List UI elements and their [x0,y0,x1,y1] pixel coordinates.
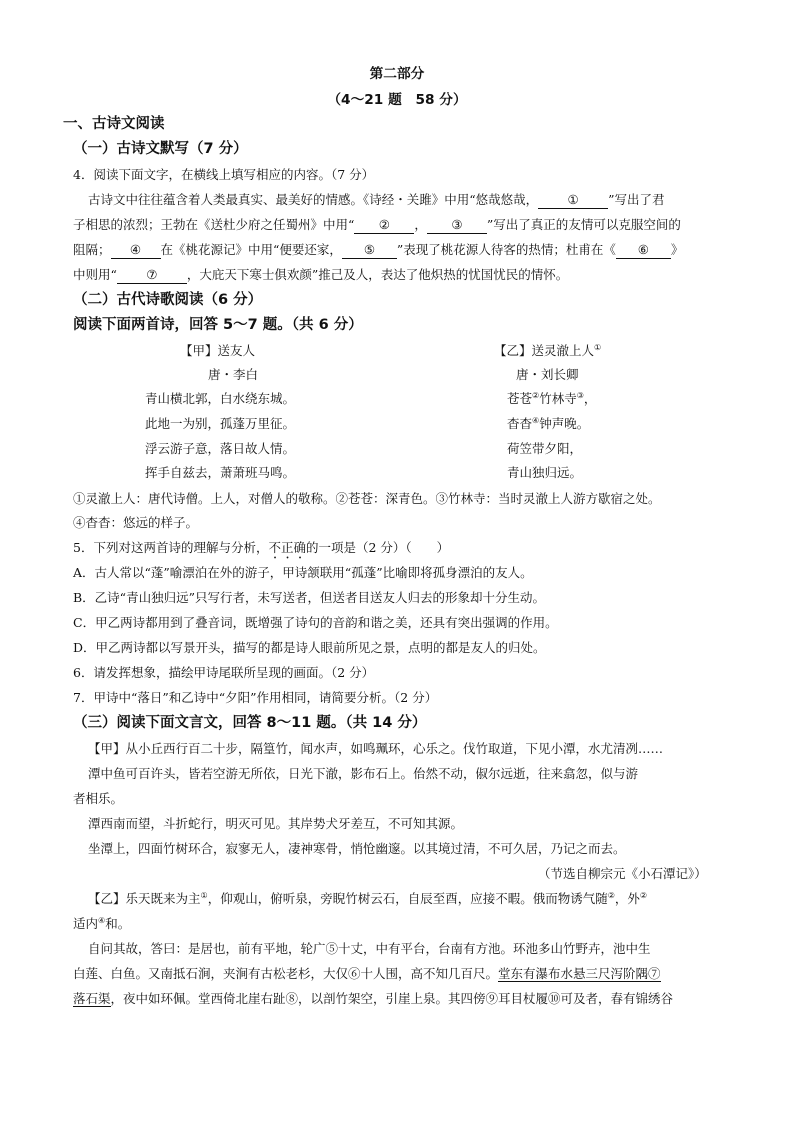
section-title: 一、古诗文阅读 [63,116,165,132]
poem-b-text: 竹林寺 [539,391,577,406]
q4-text: 古诗文中往往蕴含着人类最真实、最美好的情感。《诗经・关雎》中用“悠哉悠哉， [88,192,539,207]
question-4-stem: 4．阅读下面文字，在横线上填写相应的内容。（7 分） [73,167,375,182]
passage-b-text: ，外 [614,891,640,906]
poem-b-text: 苍苍 [507,391,533,406]
footnote-mark: ④ [532,415,540,425]
option-a[interactable]: A．古人常以“蓬”喻漂泊在外的游子，甲诗颔联用“孤蓬”比喻即将孤身漂泊的友人。 [73,565,533,580]
footnote-mark: ① [594,342,602,352]
blank-4[interactable]: ④ [111,242,161,259]
q4-text: 子相思的浓烈；王勃在《送杜少府之任蜀州》中用“ [73,217,355,232]
q4-text: 》 [670,242,684,257]
question-6: 6．请发挥想象，描绘甲诗尾联所呈现的画面。（2 分） [73,665,375,680]
footnote-mark: ② [532,390,540,400]
passage-b-text: 适内 [73,916,99,931]
option-b[interactable]: B．乙诗“青山独归远”只写行者，未写送者，但送者目送友人归去的形象却十分生动。 [73,590,545,605]
q4-text: ，大庇天下寒士俱欢颜”推己及人，表达了他炽热的忧国忧民的情怀。 [186,267,569,282]
poem-b-title [494,343,601,359]
poem-b-text: 杳杳 [507,416,533,431]
passage-a-line: 潭西南而望，斗折蛇行，明灭可见。其岸势犬牙差互，不可知其源。 [88,816,464,831]
passage-b-line [88,891,647,907]
footnotes-line-2: ④杳杳：悠远的样子。 [73,515,199,530]
q4-line-2 [73,217,681,234]
part-range: （4～21 题 58 分） [327,92,467,108]
blank-5[interactable]: ⑤ [342,242,397,259]
q5-text: 的一项是（2 分）（ ） [305,540,450,555]
q5-emphasis: 不正确 [268,540,306,555]
passage-b-text: ，夜中如环佩。堂西倚北崖右趾⑧，以剖竹架空，引崖上泉。其四傍⑨耳目杖履⑩可及者，春有锦绣谷 [110,991,674,1006]
part-title: 第二部分 [369,66,425,82]
poem-b-text: ， [583,391,597,406]
passage-a-line: 者相乐。 [73,791,124,806]
q4-text: ”表现了桃花源人待客的热情；杜甫在《 [396,242,616,257]
question-7: 7．甲诗中“落日”和乙诗中“夕阳”作用相同，请简要分析。（2 分） [73,690,438,705]
blank-6[interactable]: ⑥ [616,242,671,259]
footnote-mark: ② [607,890,615,900]
passage-a-line: 【甲】从小丘西行百二十步，隔篁竹，闻水声，如鸣珮环，心乐之。伐竹取道，下见小潭，水尤清冽…… [88,741,664,756]
poem-a-author: 唐・李白 [208,367,259,382]
subsection-title-1: （一）古诗文默写（7 分） [73,141,248,157]
poem-b-line [507,391,596,407]
passage-b-text: ，仰观山，俯听泉，旁睨竹树云石，自辰至酉，应接不暇。俄而物诱气随 [207,891,608,906]
q4-line-4 [73,267,568,284]
poem-b-title-text: 【乙】送灵澈上人 [494,343,595,358]
q5-text: 5．下列对这两首诗的理解与分析， [73,540,269,555]
q4-text: 在《桃花源记》中用“便要还家， [160,242,342,257]
poem-a-line: 挥手自兹去，萧萧班马鸣。 [145,465,296,480]
poem-b-line: 荷笠带夕阳， [507,441,583,456]
poem-b-line: 青山独归远。 [507,465,583,480]
option-c[interactable]: C．甲乙两诗都用到了叠音词，既增强了诗句的音韵和谐之美，还具有突出强调的作用。 [73,615,558,630]
poem-b-line [507,416,589,432]
blank-7[interactable]: ⑦ [117,267,187,284]
footnote-mark: ② [639,890,648,900]
blank-3[interactable]: ③ [427,217,487,234]
underlined-sentence: 落石渠 [73,991,111,1006]
passage-b-line [73,916,130,932]
passage-b-text: 【乙】乐天既来为主 [88,891,201,906]
q4-line-3 [73,242,683,259]
q4-text: ”写出了君 [608,192,665,207]
passage-b-line [73,966,661,982]
q4-text: ， [414,217,427,232]
poem-a-line: 青山横北郭，白水绕东城。 [145,391,296,406]
poem-a-line: 浮云游子意，落日故人情。 [145,441,296,456]
passage-a-source: （节选自柳宗元《小石潭记》） [538,866,707,881]
blank-2[interactable]: ② [354,217,414,234]
passage-a-line: 潭中鱼可百许头，皆若空游无所依，日光下澈，影布石上。佁然不动，俶尔远逝，往来翕忽，似与游 [88,766,639,781]
poem-intro: 阅读下面两首诗，回答 5～7 题。（共 6 分） [73,317,363,333]
blank-1[interactable]: ① [538,192,608,209]
footnotes-line-1: ①灵澈上人：唐代诗僧。上人，对僧人的敬称。②苍苍：深青色。③竹林寺：当时灵澈上人游方歇宿之处。 [73,491,661,506]
question-5 [73,540,449,562]
underlined-sentence: 堂东有瀑布水悬三尺泻阶隅⑦ [498,966,661,981]
footnote-mark: ④ [98,915,106,925]
poem-b-author: 唐・刘长卿 [516,367,579,382]
passage-b-text: 和。 [105,916,131,931]
footnote-mark: ① [200,890,208,900]
passage-b-line: 自问其故，答曰：是居也，前有平地，轮广⑤十丈，中有平台，台南有方池。环池多山竹野卉，池中生 [88,941,651,956]
passage-a-line: 坐潭上，四面竹树环合，寂寥无人，凄神寒骨，悄怆幽邃。以其境过清，不可久居，乃记之而去。 [88,841,626,856]
subsection-title-2: （二）古代诗歌阅读（6 分） [73,292,263,308]
passage-b-line [73,991,673,1007]
option-d[interactable]: D．甲乙两诗都以写景开头，描写的都是诗人眼前所见之景，点明的都是友人的归处。 [73,640,546,655]
poem-a-title: 【甲】送友人 [180,343,256,358]
q4-line-1 [88,192,665,209]
poem-b-text: 钟声晚。 [539,416,590,431]
poem-a-line: 此地一为别，孤蓬万里征。 [145,416,296,431]
q4-text: ”写出了真正的友情可以克服空间的 [486,217,681,232]
footnote-mark: ③ [576,390,584,400]
q4-text: 阻隔； [73,242,111,257]
q4-text: 中则用“ [73,267,117,282]
subsection-title-3: （三）阅读下面文言文，回答 8～11 题。（共 14 分） [73,715,427,731]
passage-b-text: 白莲、白鱼。又南抵石涧，夹涧有古松老杉，大仅⑥十人围，高不知几百尺。 [73,966,499,981]
